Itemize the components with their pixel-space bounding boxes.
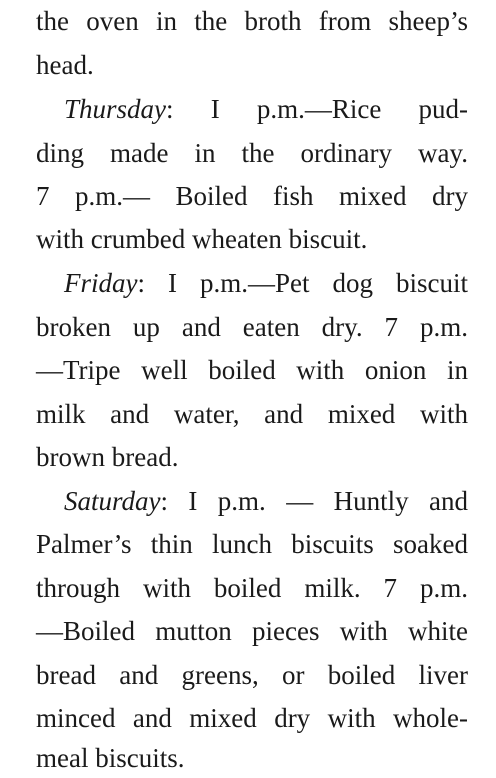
text-line: broken up and eaten dry. 7 p.m.: [36, 312, 468, 342]
text-line: meal biscuits.: [36, 743, 185, 773]
day-name: Thursday: [64, 94, 167, 124]
text-line-friday: [64, 270, 468, 300]
text-line: —Boiled mutton pieces with white: [36, 616, 468, 646]
text-line: bread and greens, or boiled liver: [36, 660, 468, 690]
line-text: : I p.m.—Rice pud-: [166, 94, 468, 124]
text-line: Palmer’s thin lunch biscuits soaked: [36, 529, 468, 559]
text-line: milk and water, and mixed with: [36, 399, 468, 429]
text-line: the oven in the broth from sheep’s: [36, 6, 468, 36]
line-text: : I p.m.—Pet dog biscuit: [137, 268, 468, 298]
text-line: with crumbed wheaten biscuit.: [36, 224, 368, 254]
text-line: —Tripe well boiled with onion in: [36, 355, 468, 385]
text-line: brown bread.: [36, 442, 179, 472]
day-name: Friday: [64, 268, 138, 298]
day-name: Saturday: [64, 486, 161, 516]
line-text: : I p.m. — Huntly and: [160, 486, 468, 516]
text-line: head.: [36, 50, 94, 80]
text-line: ding made in the ordinary way.: [36, 138, 468, 168]
text-line: minced and mixed dry with whole-: [36, 703, 468, 733]
text-line: 7 p.m.— Boiled fish mixed dry: [36, 181, 468, 211]
text-line-saturday: [64, 488, 468, 518]
text-line-thursday: [64, 96, 468, 126]
text-line: through with boiled milk. 7 p.m.: [36, 573, 468, 603]
